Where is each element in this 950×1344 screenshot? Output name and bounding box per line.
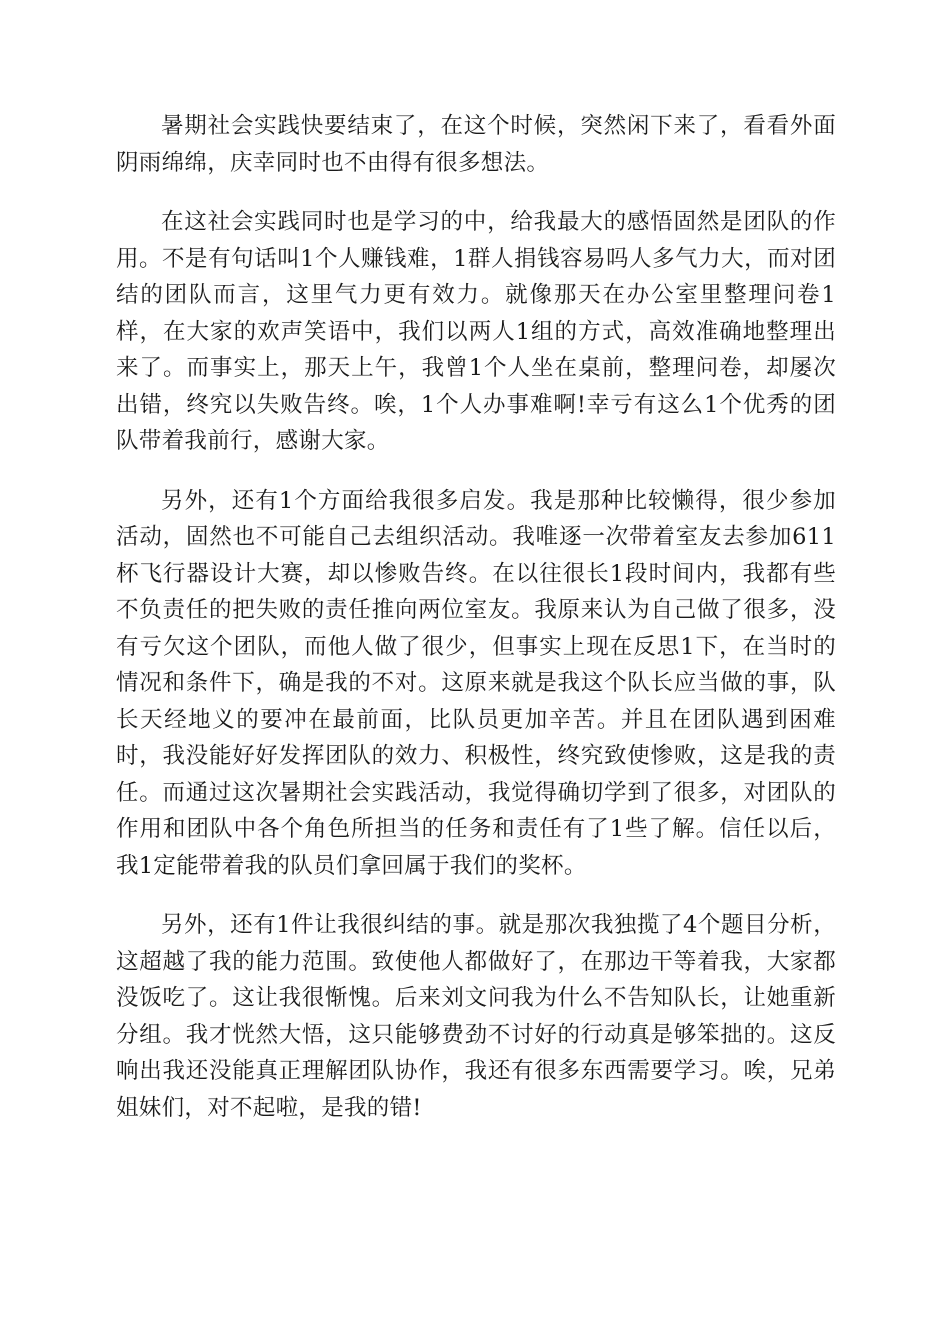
- paragraph-3: 另外，还有1个方面给我很多启发。我是那种比较懒得，很少参加活动，固然也不可能自己去组织活动。我唯逐一次带着室友去参加611杯飞行器设计大赛，却以惨败告终。在以往很长1段时间内，我都有些不负责任的把失败的责任推向两位室友。我原来认为自己做了很多，没有亏欠这个团队，而他人做了很少，但事实上现在反思1下，在当时的情况和条件下，确是我的不对。这原来就是我这个队长应当做的事，队长天经地义的要冲在最前面，比队员更加辛苦。并且在团队遇到困难时，我没能好好发挥团队的效力、积极性，终究致使惨败，这是我的责任。而通过这次暑期社会实践活动，我觉得确切学到了很多，对团队的作用和团队中各个角色所担当的任务和责任有了1些了解。信任以后，我1定能带着我的队员们拿回属于我们的奖杯。: [116, 487, 836, 879]
- paragraph-1: 暑期社会实践快要结束了，在这个时候，突然闲下来了，看看外面阴雨绵绵，庆幸同时也不由得有很多想法。: [116, 113, 836, 176]
- paragraph-2: 在这社会实践同时也是学习的中，给我最大的感悟固然是团队的作用。不是有句话叫1个人赚钱难，1群人捐钱容易吗人多气力大，而对团结的团队而言，这里气力更有效力。就像那天在办公室里整理问卷1样，在大家的欢声笑语中，我们以两人1组的方式，高效准确地整理出来了。而事实上，那天上午，我曾1个人坐在桌前，整理问卷，却屡次出错，终究以失败告终。唉，1个人办事难啊!幸亏有这么1个优秀的团队带着我前行，感谢大家。: [116, 209, 836, 454]
- paragraph-4: 另外，还有1件让我很纠结的事。就是那次我独揽了4个题目分析，这超越了我的能力范围。致使他人都做好了，在那边干等着我，大家都没饭吃了。这让我很惭愧。后来刘文问我为什么不告知队长，让她重新分组。我才恍然大悟，这只能够费劲不讨好的行动真是够笨拙的。这反响出我还没能真正理解团队协作，我还有很多东西需要学习。唉，兄弟姐妹们，对不起啦，是我的错!: [116, 912, 836, 1121]
- document-body: [116, 108, 836, 1149]
